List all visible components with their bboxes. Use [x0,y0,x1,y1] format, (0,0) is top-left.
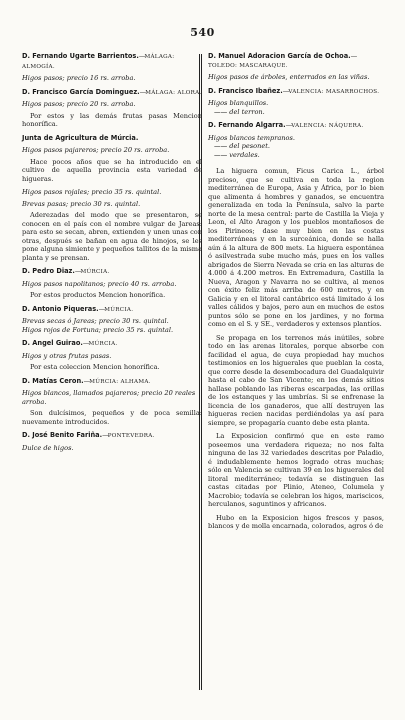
product-line: Higos blanquillos. [208,99,269,107]
exhibitor-name: D. Pedro Diaz. [22,267,75,275]
exhibitor-entry: D. Manuel Adoracion García de Ochoa.—TOLEDO: MASCARAQUE. Higos pasos de árboles, enterrados en las viñas. [208,52,384,82]
note-paragraph: Aderezadas del modo que se presentaron, se conocen en el país con el nombre vulgar de Jareas: para esto se secan, abren, extienden y unen unas con otras, después se bañan en agua de hinojos, se les pone alguna simiente y pequeños tallitos de la misma planta y se prensan. [22,211,202,262]
exhibitor-place: MÁLAGA: ALORA. [145,89,202,96]
exhibitor-place: MÚRCIA. [88,341,118,347]
right-column [208,52,384,536]
exhibitor-entry [22,134,202,184]
product-line: Brevas secas ó Jareas; precio 30 rs. quintal. [22,317,169,325]
exhibitor-entry: D. Angel Guirao.—MÚRCIA. Higos y otras frutas pasas. Por esta coleccion Mencion honorífica. [22,339,202,372]
product-line: Higos pasos rojales; precio 35 rs. quintal. [22,188,162,196]
product-line: Higos blancos, llamados pajareros; precio 20 reales arroba. [22,389,196,406]
award-note: Por esta coleccion Mencion honorífica. [30,363,160,371]
exhibitor-name: D. José Benito Fariña. [22,431,103,439]
exhibitor-entry: D. Antonio Piqueras.—MÚRCIA. Brevas secas ó Jareas; precio 30 rs. quintal. Higos rojos de Fortuna; precio 35 rs. quintal. [22,305,202,335]
body-paragraph: Se propaga en los terrenos más inútiles, sobre todo en las arenas litorales, porque absorbe con facilidad el agua, de cuya propiedad hay muchos testimonios en los higuerales que pueblan la costa, que corre desde la desembocadura del Guadalquivir hasta el cabo de San Vicente; en los demás sitios hallase poblando las riberas escarpadas, las orillas de los estanques y las umbrías. Si se enfrenase la licencia de los ganaderos, que allí destruyen las higueras recien nacidas perdiéndolas ya así para siempre, se propagaría cuanto debe esta planta. [208,333,384,427]
left-column [22,52,202,457]
product-line: Higos pasos; precio 20 rs. arroba. [22,100,136,108]
column-divider [199,54,203,690]
exhibitor-place: MÚRCIA. [80,269,110,275]
exhibitor-entry [22,188,202,262]
exhibitor-entry: D. Fernando Algarra.—VALENCIA: NÁQUERA. Higos blancos tempranos. —— del pesonet. —— verdales. [208,121,384,159]
product-line: Higos y otras frutas pasas. [22,351,112,360]
body-paragraph: La higuera comun, Ficus Carica L., árbol precioso, que se cultiva en toda la region mediterránea de Europa, Asia y África, por lo bien que alimenta á hombres y ganados, se encuentra generalizada en toda la Península, salvo la parte norte de la mesa central: parte de Castilla la Vieja y Leon, el Alto Aragon y los pueblos montañosos de los Pirineos; dase muy bien en las costas mediterráneas y en la surceánica, donde se halla aún á la altura de 800 mets. La higuera espontánea ó asilvestrada sube mucho más, pues en los valles abrigados de Sierra Nevada se cria en las alturas de 4.000 á 4.200 metros. En Extremadura, Castilla la Nueva, Aragon y Navarra no se cultiva, al menos con éxito feliz más arriba de 600 metros, y en Galicia y en el litoral cantábrico está limitado á los valles cálidos y bajos, pero aun en muchos de estos puntos sólo se pone en los jardines, y no forma como en el S. y SE., verdaderos y extensos plantíos. [208,167,384,328]
exhibitor-place: VALENCIA: NÁQUERA. [291,123,364,129]
product-line: Higos pasos pajareros; precio 20 rs. arroba. [22,146,170,154]
exhibitor-entry: D. Francisco García Dominguez.—MÁLAGA: ALORA. Higos pasos; precio 20 rs. arroba. Por estos y las demás frutas pasas Mencion honorífica. [22,87,202,128]
award-note: Por estos productos Mencion honorífica. [30,291,166,299]
exhibitor-name: D. Angel Guirao. [22,339,83,347]
product-line: Higos pasos; precio 16 rs. arroba. [22,74,136,82]
product-line: Brevas pasas; precio 30 rs. quintal. [22,199,141,208]
exhibitor-place: MÚRCIA. [104,306,134,313]
exhibitor-name: D. Fernando Ugarte Barrientos. [22,52,139,60]
exhibitor-name: D. Fernando Algarra. [208,121,286,129]
product-line: —— del pesonet. [214,142,270,150]
body-paragraph: Hubo en la Exposicion higos frescos y pasos, blancos y de molla encarnada, colorados, agros ó de [208,513,384,530]
exhibitor-entry: D. Pedro Diaz.—MÚRCIA. Higos pasos napolitanos; precio 40 rs. arroba. Por estos productos Mencion honorífica. [22,267,202,300]
product-line: —— del terron. [214,107,265,116]
exhibitor-name: D. Francisco García Dominguez. [22,87,140,96]
exhibitor-name: D. Matías Ceron. [22,376,84,385]
exhibitor-place: MÁLAGA: ALMOGÍA. [22,54,175,70]
exhibitor-name: D. Francisco Ibañez. [208,86,283,95]
section-heading: Junta de Agricultura de Múrcia. [22,133,139,142]
exhibitor-name: D. Manuel Adoracion García de Ochoa. [208,52,351,60]
body-paragraph: La Exposicion confirmó que en este ramo poseemos una verdadera riqueza; no nos falta ninguna de las 32 variedades descritas por Paladio, é indudablemente hemos logrado otras muchas; sólo en Valencia se cultivan 39 en los higuerales del litoral mediterráneo; tedavía se distinguen las castas citadas por Plinio, Ateneo, Columela y Macrobio; todavía se celebran los higos, mariscicos, herculanos, saguntinos y africanos. [208,432,384,508]
exhibitor-entry: D. José Benito Fariña.—PONTEVEDRA. Dulce de higos. [22,431,202,452]
product-line: Higos rojos de Fortuna; precio 35 rs. quintal. [22,325,174,334]
product-line: Higos pasos napolitanos; precio 40 rs. arroba. [22,279,177,288]
exhibitor-name: D. Antonio Piqueras. [22,304,99,313]
product-line: Higos pasos de árboles, enterrados en las viñas. [208,73,370,81]
note-paragraph: Hace pocos años que se ha introducido en el cultivo de aquella provincia esta variedad de higueras. [22,157,202,183]
note-paragraph: Son dulcísimos, pequeños y de poca semilla: nuevamente introducidos. [22,409,202,426]
exhibitor-entry: D. Matías Ceron.—MÚRCIA: ALHAMA. Higos blancos, llamados pajareros; precio 20 reales arroba. Son dulcísimos, pequeños y de poca semilla: nuevamente introducidos. [22,376,202,426]
product-line: —— verdales. [214,150,260,159]
exhibitor-place: MÚRCIA: ALHAMA. [89,378,151,385]
exhibitor-entry: D. Fernando Ugarte Barrientos.—MÁLAGA: ALMOGÍA. Higos pasos; precio 16 rs. arroba. [22,52,202,83]
exhibitor-entry: D. Francisco Ibañez.—VALENCIA: MASARROCHOS. Higos blanquillos. —— del terron. [208,87,384,117]
exhibitor-place: VALENCIA: MASARROCHOS. [288,88,380,95]
product-line: Dulce de higos. [22,443,74,452]
page-number: 540 [190,26,215,39]
product-line: Higos blancos tempranos. [208,133,295,142]
exhibitor-place: PONTEVEDRA. [107,433,155,439]
award-note: Por estos y las demás frutas pasas Mencion honorífica. [22,111,202,128]
exhibitor-place: TOLEDO: MASCARAQUE. [208,62,288,69]
